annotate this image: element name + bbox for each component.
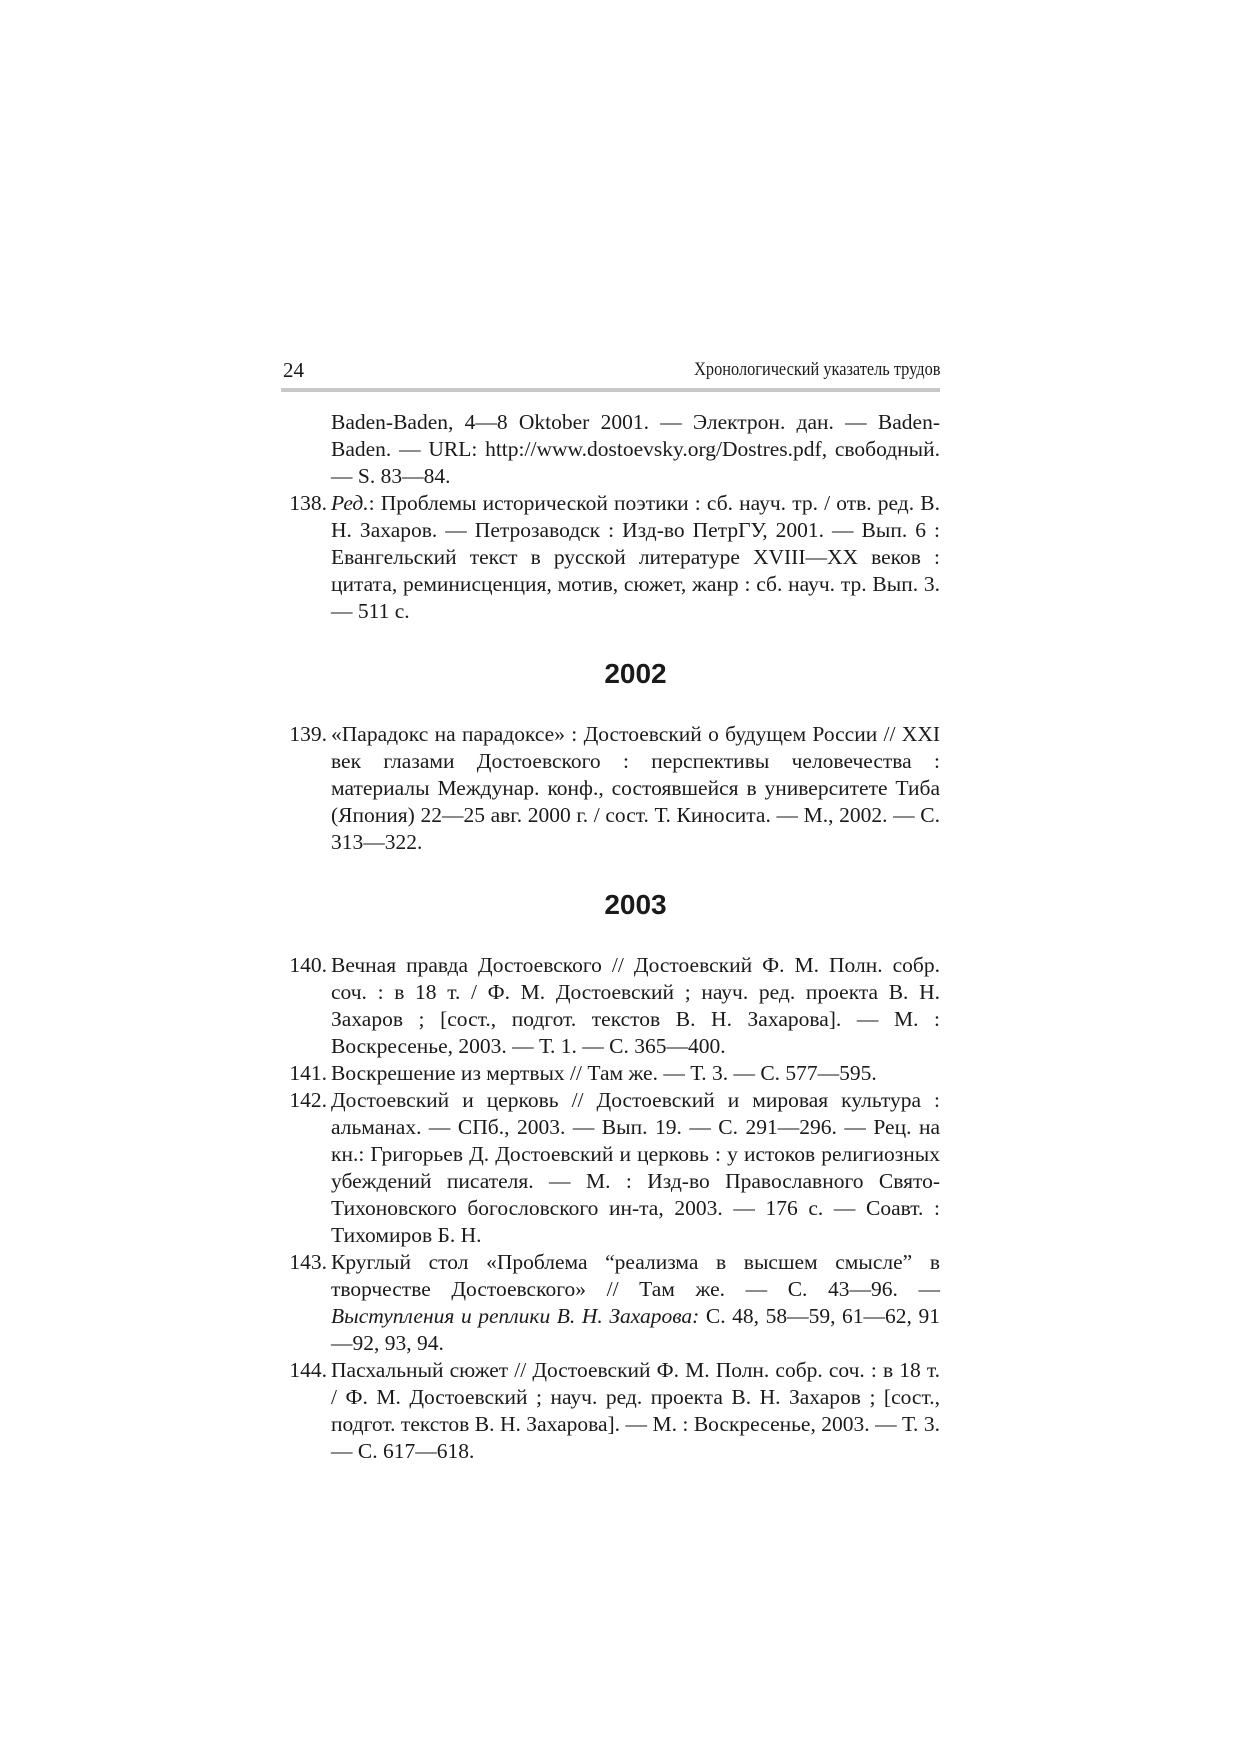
page-header <box>283 355 940 387</box>
entry-number: 139. <box>289 722 327 746</box>
entry-text: : Проблемы исторической поэтики : сб. науч. тр. / отв. ред. В. Н. Захаров. — Петрозаводск : Изд-во ПетрГУ, 2001. — Вып. 6 : Евангельский текст в русской литературе XVIII—XX веков : цитата, реминисценция, мотив, сюжет, жанр : сб. науч. тр. Вып. 3. — 511 с. <box>331 491 940 623</box>
entry-142 <box>283 1087 940 1249</box>
entry-138 <box>283 490 940 625</box>
year-heading-2002: 2002 <box>604 658 667 689</box>
header-rule <box>281 388 940 392</box>
entry-number: 143. <box>289 1250 327 1274</box>
entry-143 <box>283 1249 940 1357</box>
entry-number: 144. <box>289 1358 327 1382</box>
entry-italic-prefix: Ред. <box>331 491 369 515</box>
entry-number: 140. <box>289 953 327 977</box>
page-number: 24 <box>283 358 304 382</box>
entry-italic-part: Выступления и реплики В. Н. Захарова: <box>331 1304 700 1328</box>
year-heading-2003: 2003 <box>604 889 667 920</box>
entry-text: Воскрешение из мертвых // Там же. — Т. 3. — С. 577—595. <box>331 1061 877 1085</box>
entry-text: Круглый стол «Проблема “реализма в высшем смысле” в творчестве Достоевского» // Там же. — С. 43—96. — <box>331 1250 940 1301</box>
running-title: Хронологический указатель трудов <box>693 359 940 380</box>
entry-text: Пасхальный сюжет // Достоевский Ф. М. Полн. собр. соч. : в 18 т. / Ф. М. Достоевский ; науч. ред. проекта В. Н. Захаров ; [сост., подгот. текстов В. Н. Захарова]. — М. : Воскресенье, 2003. — Т. 3. — С. 617—618. <box>331 1358 940 1463</box>
entry-144 <box>283 1357 940 1465</box>
entry-number: 142. <box>289 1088 327 1112</box>
bibliography-content <box>283 409 940 1465</box>
entry-text: «Парадокс на парадоксе» : Достоевский о будущем России // XXI век глазами Достоевского : перспективы человечества : материалы Междунар. конф., состоявшейся в университете Тиба (Япония) 22—25 авг. 2000 г. / сост. Т. Киносита. — М., 2002. — С. 313—322. <box>331 722 940 854</box>
entry-140 <box>283 952 940 1060</box>
entry-text: Вечная правда Достоевского // Достоевский Ф. М. Полн. собр. соч. : в 18 т. / Ф. М. Достоевский ; науч. ред. проекта В. Н. Захаров ; [сост., подгот. текстов В. Н. Захарова]. — М. : Воскресенье, 2003. — Т. 1. — С. 365—400. <box>331 953 940 1058</box>
entry-number: 141. <box>289 1061 327 1085</box>
entry-text: Достоевский и церковь // Достоевский и мировая культура : альманах. — СПб., 2003. — Вып. 19. — С. 291—296. — Рец. на кн.: Григорьев Д. Достоевский и церковь : у истоков религиозных убеждений писателя. — М. : Изд-во Православного Свято-Тихоновского богословского ин-та, 2003. — 176 с. — Соавт. : Тихомиров Б. Н. <box>331 1088 940 1247</box>
entry-139 <box>283 721 940 856</box>
entry-number: 138. <box>289 491 327 515</box>
entry-text: Baden-Baden, 4—8 Oktober 2001. — Электрон. дан. — Baden-Baden. — URL: http://www.dostoevsky.org/Dostres.pdf, свободный. — S. 83—84. <box>331 410 940 488</box>
entry-141 <box>283 1060 940 1087</box>
entry-continuation <box>283 409 940 490</box>
entry-text-end: С. 48, 58—59, 61—62, 91—92, 93, 94. <box>331 1304 940 1355</box>
